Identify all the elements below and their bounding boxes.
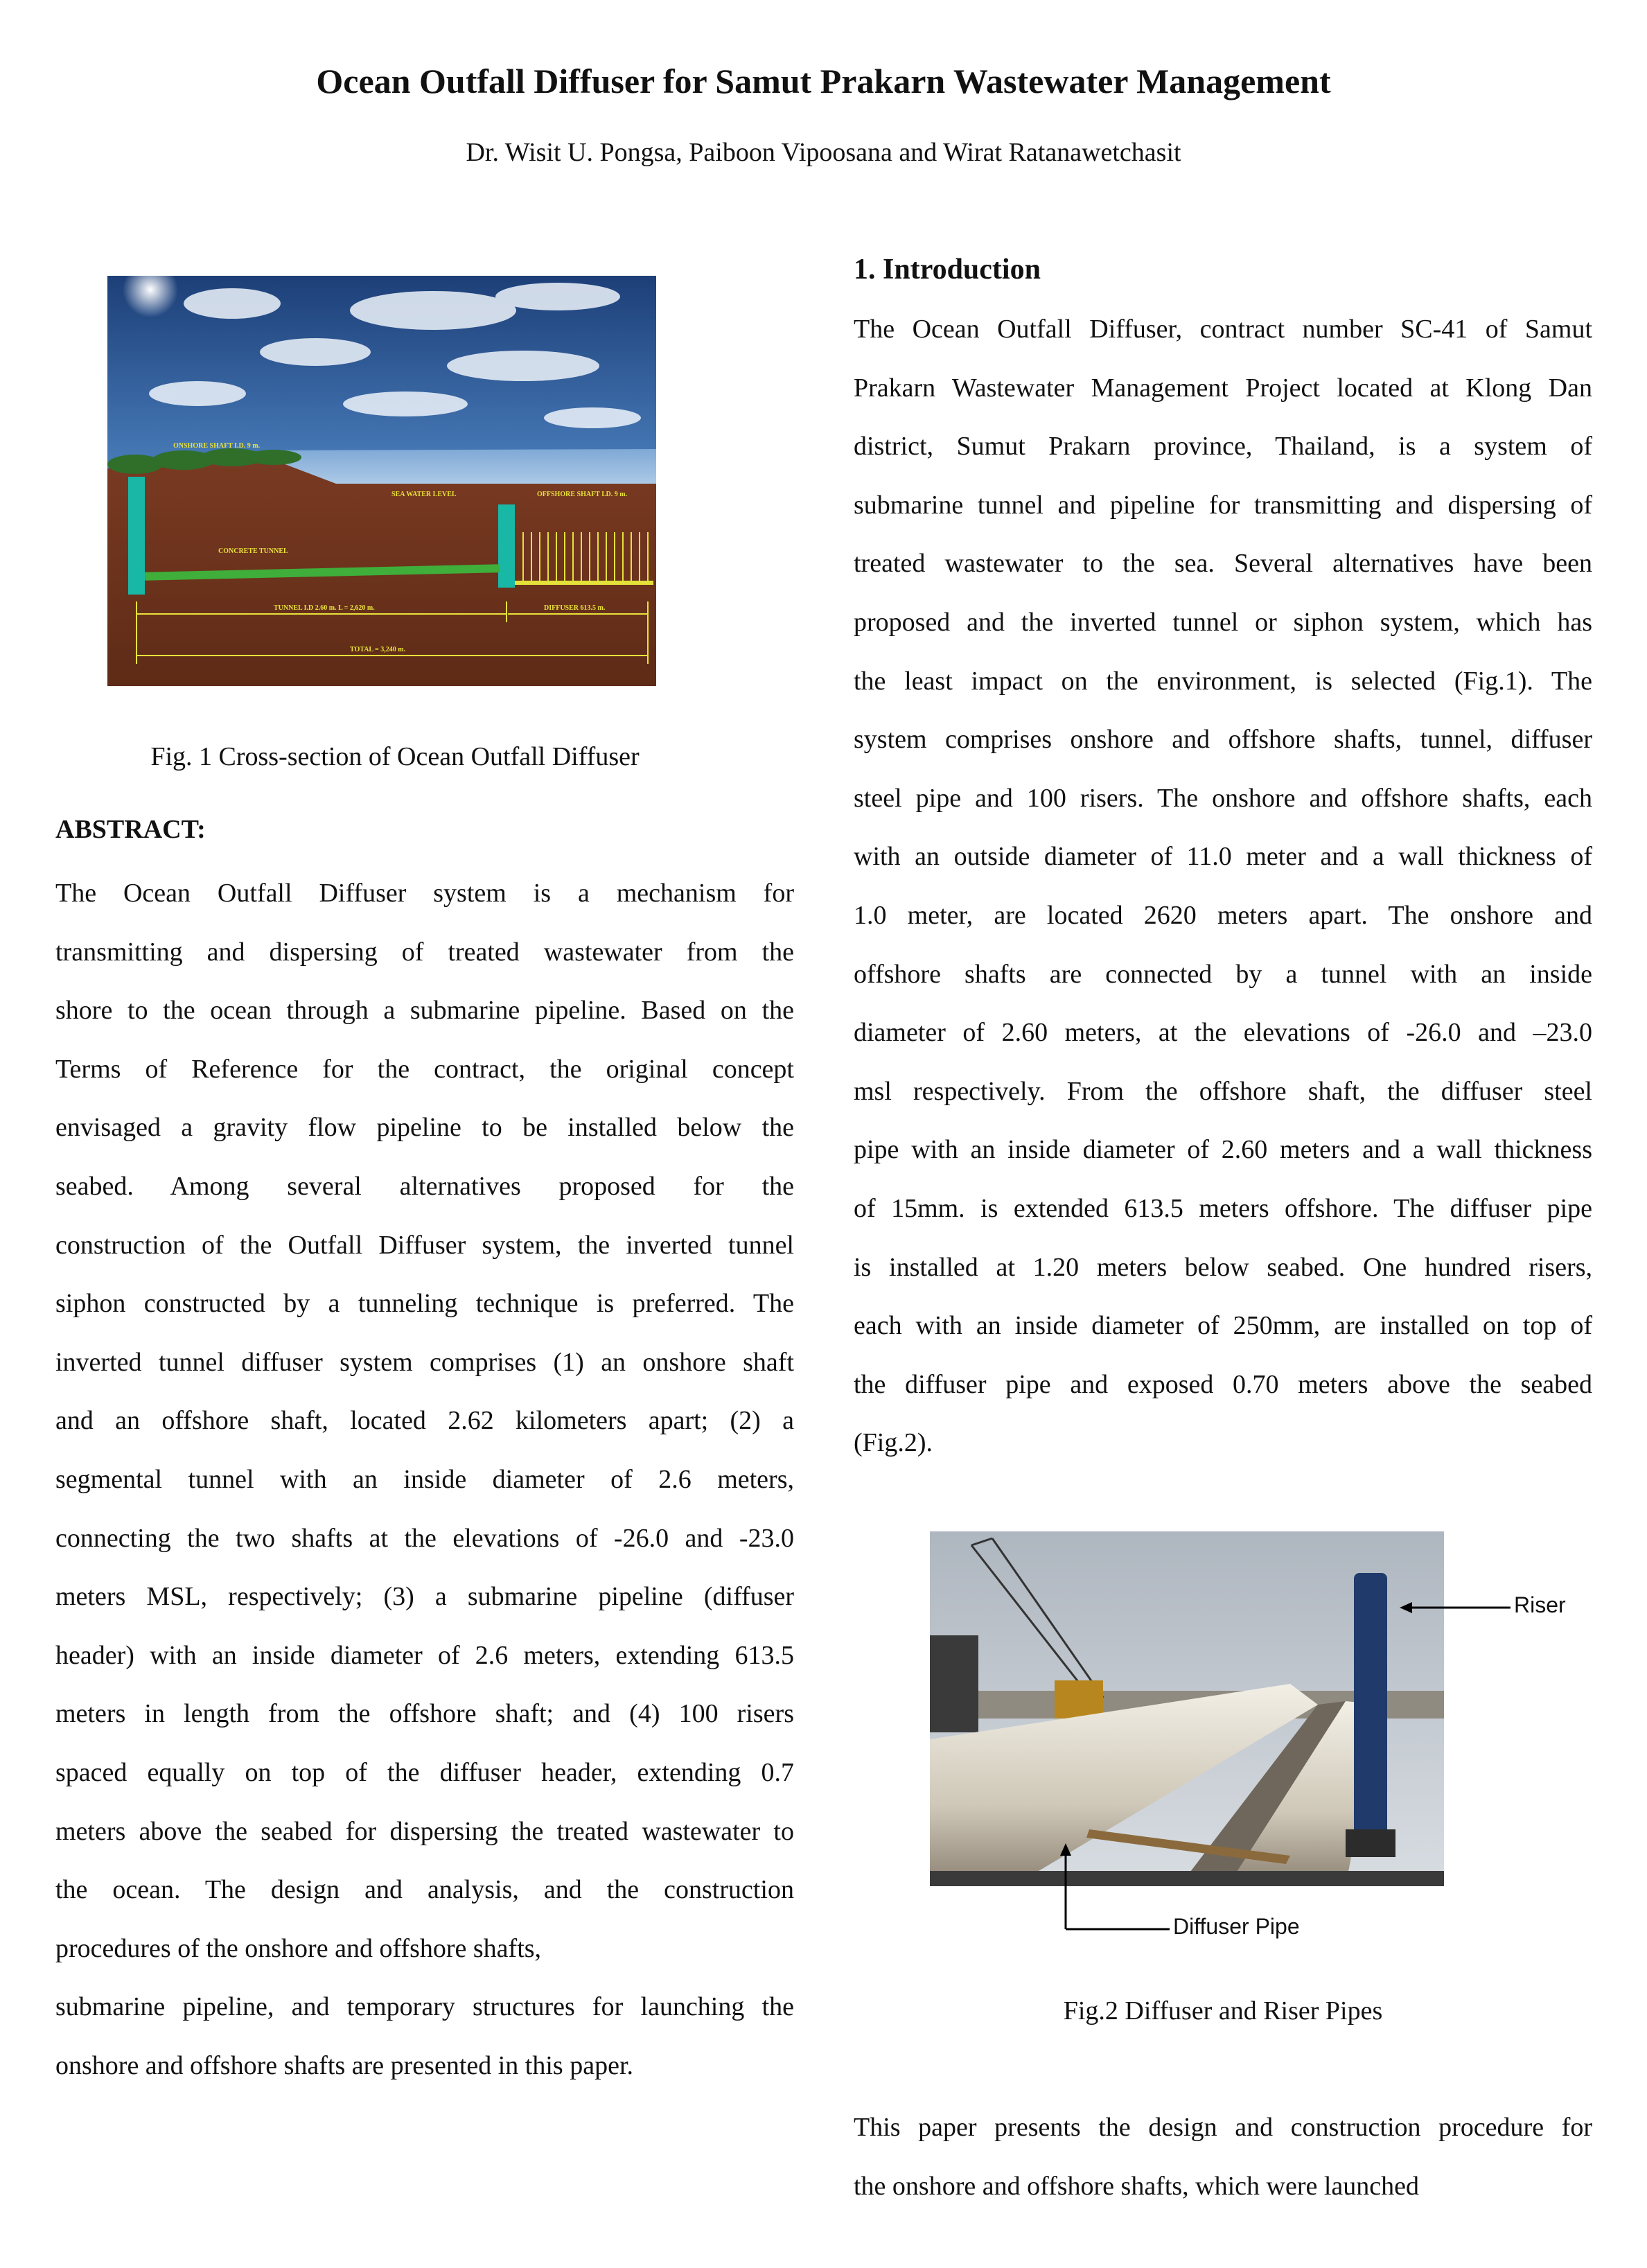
fig1-label-tunnel-dim: TUNNEL I.D 2.60 m. L = 2,620 m.	[274, 604, 375, 612]
text-line: (Fig.2).	[854, 1428, 933, 1458]
text-line: connecting the two shafts at the elevations of -26.0 and -23.0	[55, 1523, 794, 1553]
text-line: 1.0 meter, are located 2620 meters apart. The onshore and	[854, 900, 1592, 930]
text-line: siphon constructed by a tunneling technique is preferred. The	[55, 1289, 794, 1319]
text-line: submarine pipeline, and temporary structures for launching the	[55, 1992, 794, 2022]
text-line: The Ocean Outfall Diffuser, contract number SC-41 of Samut	[854, 315, 1592, 344]
introduction-heading: 1. Introduction	[854, 254, 1041, 285]
text-line: submarine tunnel and pipeline for transmitting and dispersing of	[854, 490, 1592, 520]
fig1-label-tunnel: CONCRETE TUNNEL	[218, 547, 288, 555]
text-line: steel pipe and 100 risers. The onshore and offshore shafts, each	[854, 783, 1592, 813]
text-line: segmental tunnel with an inside diameter of 2.6 meters,	[55, 1464, 794, 1494]
text-line: inverted tunnel diffuser system comprises (1) an onshore shaft	[55, 1347, 794, 1377]
text-line: msl respectively. From the offshore shaft, the diffuser steel	[854, 1076, 1592, 1106]
text-line: envisaged a gravity flow pipeline to be installed below the	[55, 1113, 794, 1143]
diffuser-pipe-arrow	[1059, 1843, 1170, 1940]
abstract-heading: ABSTRACT:	[55, 815, 206, 844]
text-line: This paper presents the design and construction procedure for	[854, 2113, 1592, 2142]
fig1-label-diffuser-dim: DIFFUSER 613.5 m.	[544, 604, 606, 612]
text-line: with an outside diameter of 11.0 meter and a wall thickness of	[854, 842, 1592, 872]
text-line: shore to the ocean through a submarine pipeline. Based on the	[55, 996, 794, 1026]
text-line: Terms of Reference for the contract, the original concept	[55, 1054, 794, 1084]
text-line: construction of the Outfall Diffuser system, the inverted tunnel	[55, 1230, 794, 1260]
figure-1-cross-section-image	[107, 276, 656, 686]
text-line: is installed at 1.20 meters below seabed. One hundred risers,	[854, 1252, 1592, 1282]
text-line: procedures of the onshore and offshore shafts,	[55, 1933, 542, 1963]
text-line: district, Sumut Prakarn province, Thailand, is a system of	[854, 432, 1592, 461]
text-line: meters above the seabed for dispersing the treated wastewater to	[55, 1816, 794, 1846]
text-line: the diffuser pipe and exposed 0.70 meters above the seabed	[854, 1369, 1592, 1399]
text-line: header) with an inside diameter of 2.6 meters, extending 613.5	[55, 1640, 794, 1670]
figure-2-photo	[930, 1531, 1444, 1886]
text-line: Prakarn Wastewater Management Project located at Klong Dan	[854, 373, 1592, 403]
fig1-label-offshore: OFFSHORE SHAFT I.D. 9 m.	[537, 491, 628, 498]
abstract-body	[55, 864, 794, 2095]
abstract-section	[55, 814, 794, 2095]
text-line: the onshore and offshore shafts, which were launched	[854, 2171, 1420, 2201]
figure-2-caption: Fig.2 Diffuser and Riser Pipes	[1063, 1996, 1383, 2025]
figure-1-caption: Fig. 1 Cross-section of Ocean Outfall Diffuser	[150, 742, 640, 771]
text-line: of 15mm. is extended 613.5 meters offshore. The diffuser pipe	[854, 1193, 1592, 1223]
text-line: offshore shafts are connected by a tunnel with an inside	[854, 959, 1592, 989]
closing-section	[854, 2098, 1592, 2215]
introduction-section	[854, 253, 1592, 1473]
text-line: spaced equally on top of the diffuser header, extending 0.7	[55, 1757, 794, 1787]
text-line: the least impact on the environment, is selected (Fig.1). The	[854, 666, 1592, 696]
diffuser-pipe-label: Diffuser Pipe	[1173, 1914, 1300, 1939]
fig1-label-onshore: ONSHORE SHAFT I.D. 9 m.	[173, 442, 261, 450]
riser-label: Riser	[1514, 1592, 1566, 1617]
riser-arrow	[1400, 1601, 1511, 1615]
introduction-body	[854, 300, 1592, 1473]
text-line: the ocean. The design and analysis, and the construction	[55, 1875, 794, 1905]
paper-title: Ocean Outfall Diffuser for Samut Prakarn Wastewater Management	[316, 62, 1331, 100]
text-line: proposed and the inverted tunnel or siphon system, which has	[854, 607, 1592, 637]
text-line: onshore and offshore shafts are presented in this paper.	[55, 2050, 633, 2080]
text-line: pipe with an inside diameter of 2.60 meters and a wall thickness	[854, 1135, 1592, 1165]
text-line: system comprises onshore and offshore shafts, tunnel, diffuser	[854, 725, 1592, 755]
text-line: meters MSL, respectively; (3) a submarine pipeline (diffuser	[55, 1582, 794, 1612]
text-line: and an offshore shaft, located 2.62 kilometers apart; (2) a	[55, 1406, 794, 1436]
text-line: diameter of 2.60 meters, at the elevations of -26.0 and –23.0	[854, 1018, 1592, 1048]
text-line: treated wastewater to the sea. Several alternatives have been	[854, 549, 1592, 579]
text-line: seabed. Among several alternatives proposed for the	[55, 1171, 794, 1201]
closing-body	[854, 2098, 1592, 2215]
text-line: meters in length from the offshore shaft; and (4) 100 risers	[55, 1699, 794, 1729]
text-line: transmitting and dispersing of treated wastewater from the	[55, 937, 794, 967]
fig1-label-total: TOTAL = 3,240 m.	[350, 646, 406, 653]
text-line: each with an inside diameter of 250mm, are installed on top of	[854, 1311, 1592, 1341]
fig1-label-sea: SEA WATER LEVEL	[391, 491, 457, 498]
text-line: The Ocean Outfall Diffuser system is a mechanism for	[55, 879, 794, 908]
paper-authors: Dr. Wisit U. Pongsa, Paiboon Vipoosana and Wirat Ratanawetchasit	[466, 138, 1181, 167]
